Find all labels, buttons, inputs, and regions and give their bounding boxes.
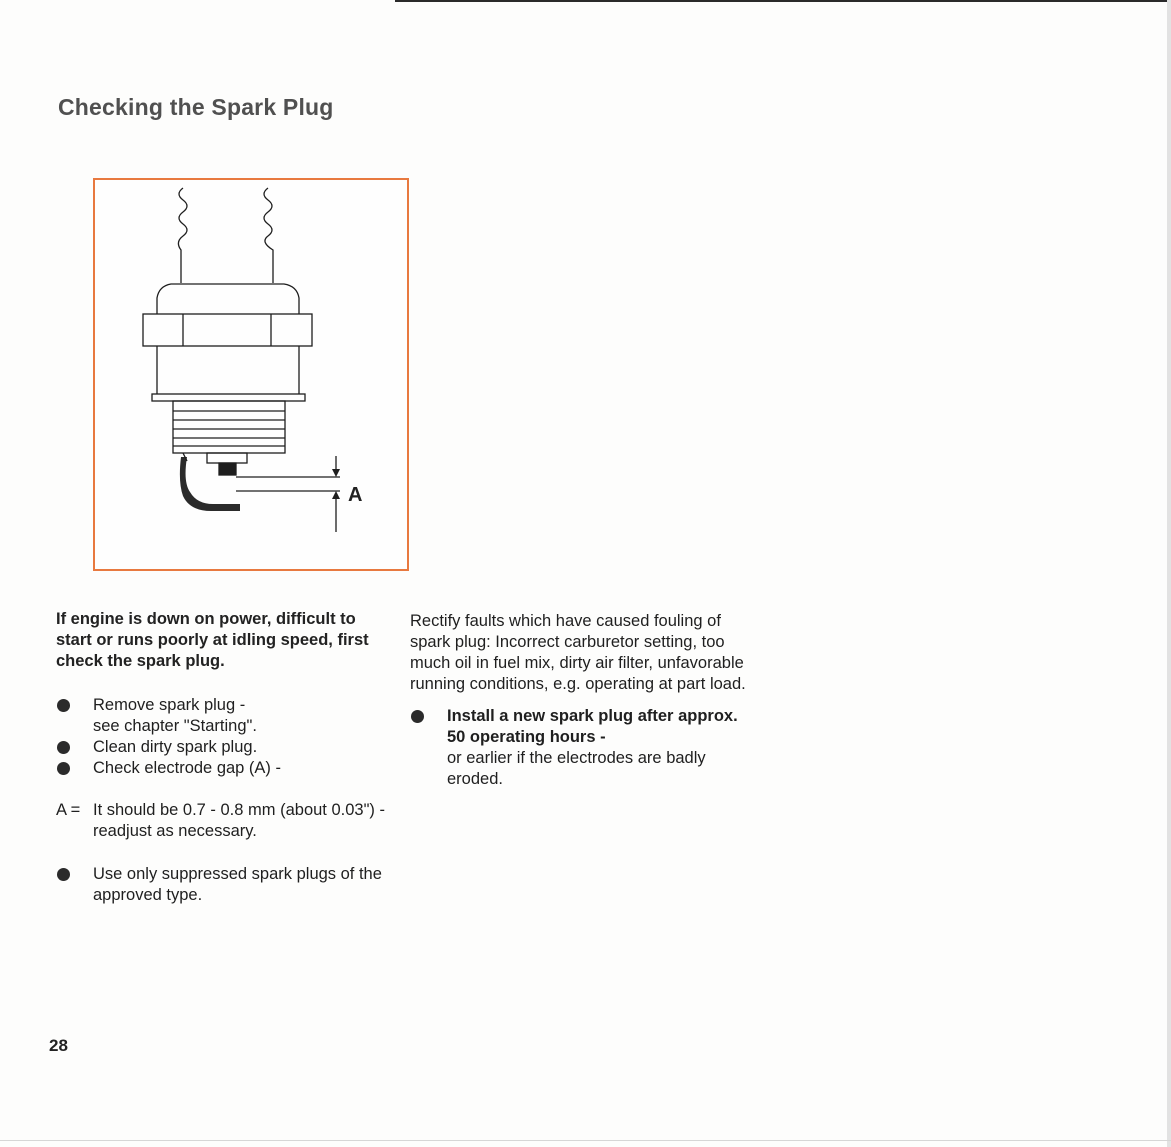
definition-text: It should be 0.7 - 0.8 mm (about 0.03") - readjust as necessary. bbox=[93, 801, 386, 840]
bullet-icon bbox=[57, 762, 70, 775]
bottom-rule bbox=[0, 1140, 1171, 1141]
left-column bbox=[56, 609, 386, 906]
spark-plug-illustration bbox=[95, 180, 407, 569]
step-check-gap bbox=[56, 758, 386, 779]
gap-definition bbox=[56, 800, 386, 842]
step-remove-plug bbox=[56, 695, 386, 737]
right-column bbox=[410, 611, 750, 790]
page-number: 28 bbox=[49, 1036, 68, 1055]
replace-bold-text: Install a new spark plug after approx. 50 operating hours - bbox=[447, 707, 738, 746]
top-rule bbox=[395, 0, 1171, 2]
replace-plug-item bbox=[410, 706, 750, 790]
gap-label-a: A bbox=[348, 484, 363, 506]
bullet-icon bbox=[57, 699, 70, 712]
intro-text: If engine is down on power, difficult to start or runs poorly at idling speed, first check the spark plug. bbox=[56, 610, 369, 670]
note-text: Use only suppressed spark plugs of the approved type. bbox=[93, 865, 382, 904]
bullet-icon bbox=[57, 868, 70, 881]
step-line: Check electrode gap (A) - bbox=[93, 759, 282, 777]
fouling-causes: Rectify faults which have caused fouling of spark plug: Incorrect carburetor setting, too much oil in fuel mix, dirty air filter, unfavorable running conditions, e.g. operating at part load. bbox=[410, 612, 746, 693]
bullet-icon bbox=[57, 741, 70, 754]
page-title: Checking the Spark Plug bbox=[58, 94, 334, 120]
step-line: Remove spark plug - bbox=[93, 696, 246, 714]
step-line: Clean dirty spark plug. bbox=[93, 738, 258, 756]
spark-plug-figure bbox=[93, 178, 409, 571]
definition-term: A = bbox=[56, 801, 81, 819]
step-line: see chapter "Starting". bbox=[93, 717, 257, 735]
page-edge bbox=[1167, 0, 1171, 1147]
replace-normal-text: or earlier if the electrodes are badly eroded. bbox=[447, 749, 706, 788]
note-suppressed-plugs bbox=[56, 864, 386, 906]
bullet-icon bbox=[411, 710, 424, 723]
step-clean-plug bbox=[56, 737, 386, 758]
